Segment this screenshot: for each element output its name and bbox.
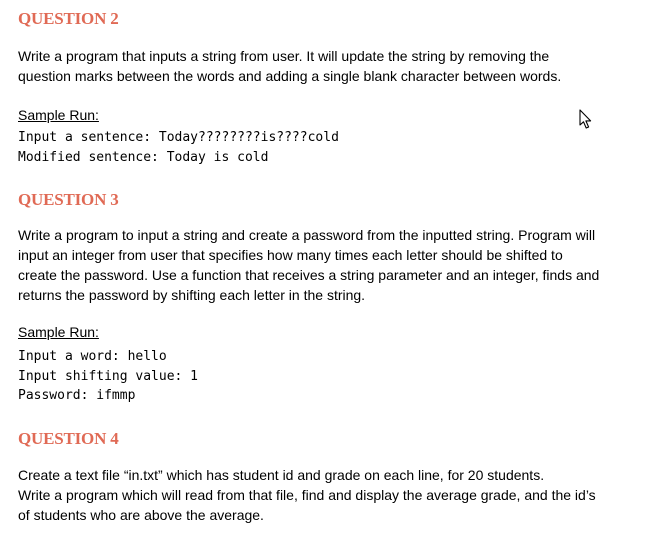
question-4-line-3: of students who are above the average. (18, 507, 264, 523)
question-3-heading-block (18, 190, 658, 210)
question-2-heading-block (18, 9, 658, 29)
question-2-description (18, 46, 658, 86)
question-2-code-line-2: Modified sentence: Today is cold (18, 149, 269, 165)
question-4-title: QUESTION 4 (18, 429, 119, 448)
question-3-code (18, 347, 658, 406)
question-2-sample-label: Sample Run: (18, 107, 99, 123)
question-2-code (18, 128, 658, 167)
question-3-code-line-1: Input a word: hello (18, 349, 167, 364)
question-3-line-4: returns the password by shifting each letter in the string. (18, 287, 366, 303)
question-3-code-line-3: Password: ifmmp (18, 388, 136, 403)
question-3-sample-label: Sample Run: (18, 324, 99, 340)
question-2-line-2: question marks between the words and adding a single blank character between words. (18, 68, 562, 84)
question-3-sample-run (18, 322, 658, 342)
question-3-code-line-2: Input shifting value: 1 (18, 368, 199, 384)
question-4-description (18, 465, 658, 525)
question-3-description (18, 225, 658, 305)
question-4-line-2: Write a program which will read from that file, find and display the average grade, and the id’s (18, 487, 596, 503)
question-3-line-1: Write a program to input a string and create a password from the inputted string. Program will (18, 227, 596, 243)
mouse-pointer-icon (578, 109, 596, 131)
question-4-heading-block (18, 429, 658, 449)
question-3-title: QUESTION 3 (18, 190, 119, 209)
question-2-line-1: Write a program that inputs a string from user. It will update the string by removing the (18, 48, 550, 64)
question-3-line-2: input an integer from user that specifies how many times each letter should be shifted to (18, 247, 563, 263)
question-3-line-3: create the password. Use a function that receives a string parameter and an integer, finds and (18, 267, 600, 283)
question-2-code-line-1: Input a sentence: Today????????is????cold (18, 130, 339, 145)
question-2-sample-run (18, 105, 658, 125)
question-4-line-1: Create a text file “in.txt” which has student id and grade on each line, for 20 students. (18, 467, 545, 483)
question-2-title: QUESTION 2 (18, 9, 119, 28)
